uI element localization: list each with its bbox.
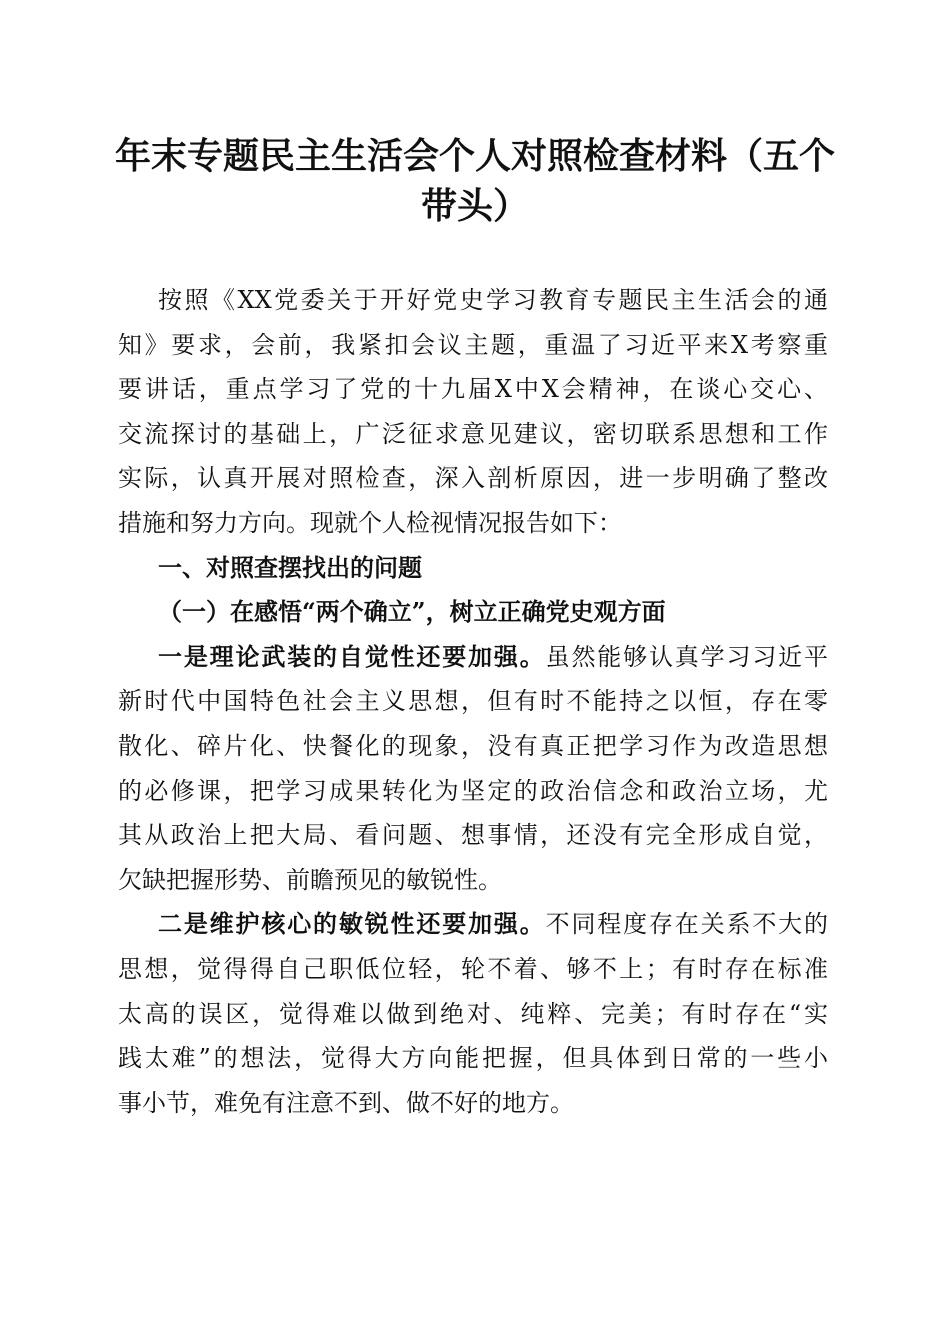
paragraph-lead: 一是理论武装的自觉性还要加强。 (158, 641, 546, 671)
document-body (118, 278, 828, 1125)
intro-line: 实际，认真开展对照检查，深入剖析原因，进一步明确了整改 (118, 464, 828, 493)
paragraph-line: 事小节，难免有注意不到、做不好的地方。 (118, 1088, 574, 1117)
paragraph-line (118, 902, 828, 947)
paragraph-line: 欠缺把握形势、前瞻预见的敏锐性。 (118, 865, 502, 894)
title-line-1: 年末专题民主生活会个人对照检查材料（五个 (114, 136, 835, 177)
paragraph-lead: 二是维护核心的敏锐性还要加强。 (158, 909, 546, 939)
paragraph-line (118, 635, 828, 680)
paragraph-line: 践太难”的想法，觉得大方向能把握，但具体到日常的一些小 (118, 1044, 828, 1073)
paragraph-text: 虽然能够认真学习习近平 (545, 642, 829, 671)
intro-line: 知》要求，会前，我紧扣会议主题，重温了习近平来X考察重 (118, 330, 828, 359)
intro-line: 措施和努力方向。现就个人检视情况报告如下： (118, 508, 622, 537)
intro-paragraph (118, 278, 828, 546)
intro-line: 交流探讨的基础上，广泛征求意见建议，密切联系思想和工作 (118, 419, 828, 448)
subsection-heading: （一）在感悟“两个确立”，树立正确党史观方面 (158, 597, 666, 627)
section-heading: 一、对照查摆找出的问题 (158, 553, 422, 582)
paragraph-line: 其从政治上把大局、看问题、想事情，还没有完全形成自觉， (118, 821, 828, 850)
document-title (100, 132, 850, 232)
paragraph-line: 散化、碎片化、快餐化的现象，没有真正把学习作为改造思想 (118, 731, 828, 760)
paragraph-theory (118, 635, 828, 903)
paragraph-line: 新时代中国特色社会主义思想，但有时不能持之以恒，存在零 (118, 687, 828, 716)
paragraph-line: 太高的误区，觉得难以做到绝对、纯粹、完美；有时存在“实 (118, 999, 828, 1028)
paragraph-line: 思想，觉得得自己职低位轻，轮不着、够不上；有时存在标准 (118, 954, 828, 983)
paragraph-line: 的必修课，把学习成果转化为坚定的政治信念和政治立场，尤 (118, 776, 828, 805)
paragraph-core (118, 902, 828, 1125)
paragraph-text: 不同程度存在关系不大的 (545, 910, 829, 939)
title-line-2: 带头） (420, 186, 529, 227)
intro-line: 按照《XX党委关于开好党史学习教育专题民主生活会的通 (158, 286, 828, 314)
intro-line: 要讲话，重点学习了党的十九届X中X会精神，在谈心交心、 (118, 375, 828, 404)
